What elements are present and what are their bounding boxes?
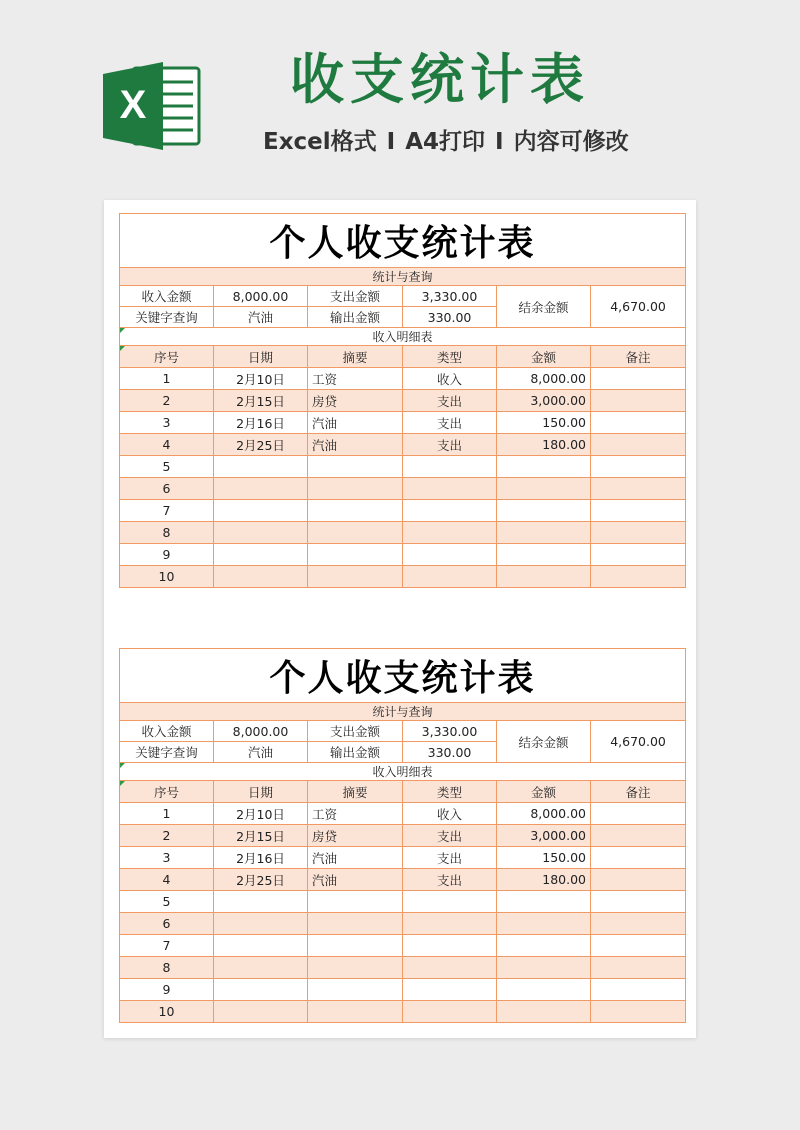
- row-no[interactable]: 4: [120, 434, 214, 456]
- detail-section-header[interactable]: [120, 763, 686, 781]
- row-type[interactable]: 收入: [403, 803, 497, 825]
- row-date[interactable]: [214, 891, 308, 913]
- excel-logo-icon: [103, 60, 203, 152]
- row-summary[interactable]: 工资: [308, 803, 403, 825]
- banner: [0, 0, 800, 190]
- table-row: [120, 825, 686, 847]
- row-no[interactable]: 1: [120, 803, 214, 825]
- table-row: [120, 957, 686, 979]
- row-amount[interactable]: [497, 1001, 591, 1023]
- sheet-title[interactable]: 个人收支统计表: [120, 214, 686, 268]
- row-type[interactable]: [403, 935, 497, 957]
- subtitle-editable: 内容可修改: [513, 129, 629, 155]
- row-summary[interactable]: [308, 891, 403, 913]
- row-no[interactable]: 2: [120, 825, 214, 847]
- expense-label[interactable]: 支出金额: [308, 286, 403, 307]
- row-amount[interactable]: [497, 979, 591, 1001]
- row-amount[interactable]: [497, 456, 591, 478]
- balance-value[interactable]: 4,670.00: [591, 286, 686, 328]
- row-note[interactable]: [591, 935, 686, 957]
- row-no[interactable]: 6: [120, 478, 214, 500]
- col-header-no[interactable]: 序号: [120, 781, 214, 803]
- row-date[interactable]: [214, 500, 308, 522]
- row-no[interactable]: 10: [120, 566, 214, 588]
- row-note[interactable]: [591, 478, 686, 500]
- table-row: [120, 869, 686, 891]
- col-header-amount[interactable]: 金额: [497, 346, 591, 368]
- keyword-label[interactable]: 关键字查询: [120, 742, 214, 763]
- row-type[interactable]: [403, 891, 497, 913]
- row-type[interactable]: [403, 500, 497, 522]
- row-type[interactable]: [403, 522, 497, 544]
- row-note[interactable]: [591, 869, 686, 891]
- col-header-date[interactable]: 日期: [214, 781, 308, 803]
- stats-section-header[interactable]: 统计与查询: [120, 703, 686, 721]
- output-label[interactable]: 输出金额: [308, 307, 403, 328]
- banner-title: 收支统计表: [290, 48, 590, 111]
- table-row: [120, 1001, 686, 1023]
- subtitle-print: A4打印: [405, 129, 486, 155]
- row-date[interactable]: [214, 957, 308, 979]
- logo-letter: X: [119, 83, 147, 127]
- detail-section-label: 收入明细表: [372, 330, 433, 344]
- subtitle-separator: I: [495, 129, 504, 155]
- subtitle-separator: I: [386, 129, 396, 155]
- row-type[interactable]: [403, 456, 497, 478]
- balance-label[interactable]: 结余金额: [497, 721, 591, 763]
- row-summary[interactable]: [308, 913, 403, 935]
- subtitle-format: Excel格式: [263, 129, 377, 155]
- row-no[interactable]: 3: [120, 412, 214, 434]
- stats-section-header[interactable]: 统计与查询: [120, 268, 686, 286]
- col-header-type[interactable]: 类型: [403, 781, 497, 803]
- col-header-amount[interactable]: 金额: [497, 781, 591, 803]
- row-amount[interactable]: 3,000.00: [497, 825, 591, 847]
- col-header-date[interactable]: 日期: [214, 346, 308, 368]
- row-summary[interactable]: 房贷: [308, 390, 403, 412]
- income-value[interactable]: 8,000.00: [214, 721, 308, 742]
- row-type[interactable]: 支出: [403, 869, 497, 891]
- keyword-label[interactable]: 关键字查询: [120, 307, 214, 328]
- finance-table: [119, 213, 686, 588]
- table-row: [120, 913, 686, 935]
- table-row: [120, 478, 686, 500]
- detail-section-label: 收入明细表: [372, 765, 433, 779]
- row-no[interactable]: 10: [120, 1001, 214, 1023]
- row-no[interactable]: 8: [120, 957, 214, 979]
- row-no[interactable]: 4: [120, 869, 214, 891]
- row-amount[interactable]: 8,000.00: [497, 803, 591, 825]
- row-amount[interactable]: [497, 913, 591, 935]
- row-amount[interactable]: [497, 891, 591, 913]
- row-note[interactable]: [591, 434, 686, 456]
- row-note[interactable]: [591, 803, 686, 825]
- income-label[interactable]: 收入金额: [120, 721, 214, 742]
- row-summary[interactable]: 房贷: [308, 825, 403, 847]
- income-label[interactable]: 收入金额: [120, 286, 214, 307]
- row-note[interactable]: [591, 456, 686, 478]
- row-summary[interactable]: 汽油: [308, 434, 403, 456]
- row-summary[interactable]: [308, 1001, 403, 1023]
- table-row: [120, 412, 686, 434]
- cell-comment-marker-icon: [120, 781, 125, 786]
- row-type[interactable]: 支出: [403, 825, 497, 847]
- row-summary[interactable]: 工资: [308, 368, 403, 390]
- row-note[interactable]: [591, 847, 686, 869]
- row-summary[interactable]: 汽油: [308, 412, 403, 434]
- row-date[interactable]: [214, 478, 308, 500]
- row-no[interactable]: 7: [120, 500, 214, 522]
- sheet-1: [119, 213, 686, 588]
- table-row: [120, 847, 686, 869]
- row-summary[interactable]: [308, 566, 403, 588]
- table-row: [120, 434, 686, 456]
- table-row: [120, 500, 686, 522]
- row-summary[interactable]: [308, 500, 403, 522]
- sheet-2: [119, 648, 686, 1023]
- row-type[interactable]: [403, 1001, 497, 1023]
- row-type[interactable]: 支出: [403, 434, 497, 456]
- row-note[interactable]: [591, 368, 686, 390]
- row-summary[interactable]: [308, 935, 403, 957]
- row-type[interactable]: [403, 979, 497, 1001]
- row-note[interactable]: [591, 957, 686, 979]
- row-amount[interactable]: [497, 478, 591, 500]
- balance-label[interactable]: 结余金额: [497, 286, 591, 328]
- col-header-summary[interactable]: 摘要: [308, 346, 403, 368]
- row-type[interactable]: 支出: [403, 847, 497, 869]
- row-date[interactable]: [214, 1001, 308, 1023]
- table-row: [120, 566, 686, 588]
- output-value[interactable]: 330.00: [403, 307, 497, 328]
- row-date[interactable]: [214, 979, 308, 1001]
- row-note[interactable]: [591, 825, 686, 847]
- table-row: [120, 979, 686, 1001]
- row-no[interactable]: 7: [120, 935, 214, 957]
- row-date[interactable]: 2月25日: [214, 869, 308, 891]
- row-no[interactable]: 2: [120, 390, 214, 412]
- row-summary[interactable]: 汽油: [308, 847, 403, 869]
- row-amount[interactable]: 180.00: [497, 434, 591, 456]
- balance-value[interactable]: 4,670.00: [591, 721, 686, 763]
- row-amount[interactable]: [497, 566, 591, 588]
- row-amount[interactable]: 180.00: [497, 869, 591, 891]
- row-date[interactable]: [214, 544, 308, 566]
- keyword-input[interactable]: 汽油: [214, 742, 308, 763]
- cell-comment-marker-icon: [120, 328, 125, 333]
- col-header-no[interactable]: 序号: [120, 346, 214, 368]
- row-type[interactable]: [403, 544, 497, 566]
- banner-subtitle: [263, 126, 723, 158]
- col-header-note[interactable]: 备注: [591, 781, 686, 803]
- sheet-title[interactable]: 个人收支统计表: [120, 649, 686, 703]
- row-note[interactable]: [591, 544, 686, 566]
- row-type[interactable]: [403, 913, 497, 935]
- cell-comment-marker-icon: [120, 346, 125, 351]
- row-amount[interactable]: [497, 544, 591, 566]
- row-amount[interactable]: [497, 935, 591, 957]
- income-value[interactable]: 8,000.00: [214, 286, 308, 307]
- row-amount[interactable]: 150.00: [497, 847, 591, 869]
- row-date[interactable]: [214, 456, 308, 478]
- row-date[interactable]: [214, 522, 308, 544]
- row-date[interactable]: 2月25日: [214, 434, 308, 456]
- row-no[interactable]: 6: [120, 913, 214, 935]
- row-note[interactable]: [591, 979, 686, 1001]
- row-note[interactable]: [591, 1001, 686, 1023]
- row-no[interactable]: 9: [120, 544, 214, 566]
- row-amount[interactable]: [497, 500, 591, 522]
- expense-value[interactable]: 3,330.00: [403, 286, 497, 307]
- row-date[interactable]: [214, 566, 308, 588]
- table-row: [120, 522, 686, 544]
- row-no[interactable]: 8: [120, 522, 214, 544]
- finance-table: [119, 648, 686, 1023]
- table-row: [120, 368, 686, 390]
- row-amount[interactable]: [497, 522, 591, 544]
- keyword-input[interactable]: 汽油: [214, 307, 308, 328]
- row-type[interactable]: 收入: [403, 368, 497, 390]
- row-type[interactable]: 支出: [403, 412, 497, 434]
- row-date[interactable]: 2月16日: [214, 847, 308, 869]
- row-summary[interactable]: [308, 478, 403, 500]
- row-type[interactable]: [403, 957, 497, 979]
- row-amount[interactable]: [497, 957, 591, 979]
- row-amount[interactable]: 150.00: [497, 412, 591, 434]
- row-date[interactable]: [214, 935, 308, 957]
- detail-section-header[interactable]: [120, 328, 686, 346]
- table-row: [120, 544, 686, 566]
- output-value[interactable]: 330.00: [403, 742, 497, 763]
- table-row: [120, 390, 686, 412]
- row-summary[interactable]: [308, 522, 403, 544]
- row-no[interactable]: 5: [120, 456, 214, 478]
- col-header-note[interactable]: 备注: [591, 346, 686, 368]
- row-note[interactable]: [591, 566, 686, 588]
- table-row: [120, 456, 686, 478]
- row-amount[interactable]: 8,000.00: [497, 368, 591, 390]
- row-amount[interactable]: 3,000.00: [497, 390, 591, 412]
- table-row: [120, 891, 686, 913]
- row-date[interactable]: 2月16日: [214, 412, 308, 434]
- row-note[interactable]: [591, 522, 686, 544]
- row-no[interactable]: 3: [120, 847, 214, 869]
- cell-comment-marker-icon: [120, 763, 125, 768]
- col-header-summary[interactable]: 摘要: [308, 781, 403, 803]
- row-note[interactable]: [591, 891, 686, 913]
- column-header-row: [120, 346, 686, 368]
- row-no[interactable]: 5: [120, 891, 214, 913]
- document-page: [104, 200, 696, 1038]
- row-date[interactable]: 2月10日: [214, 803, 308, 825]
- col-header-type[interactable]: 类型: [403, 346, 497, 368]
- row-type[interactable]: 支出: [403, 390, 497, 412]
- output-label[interactable]: 输出金额: [308, 742, 403, 763]
- row-date[interactable]: [214, 913, 308, 935]
- table-row: [120, 935, 686, 957]
- row-date[interactable]: 2月10日: [214, 368, 308, 390]
- row-note[interactable]: [591, 500, 686, 522]
- expense-label[interactable]: 支出金额: [308, 721, 403, 742]
- row-summary[interactable]: 汽油: [308, 869, 403, 891]
- row-type[interactable]: [403, 566, 497, 588]
- row-date[interactable]: 2月15日: [214, 390, 308, 412]
- row-no[interactable]: 9: [120, 979, 214, 1001]
- row-no[interactable]: 1: [120, 368, 214, 390]
- row-summary[interactable]: [308, 544, 403, 566]
- row-note[interactable]: [591, 913, 686, 935]
- expense-value[interactable]: 3,330.00: [403, 721, 497, 742]
- column-header-row: [120, 781, 686, 803]
- row-summary[interactable]: [308, 979, 403, 1001]
- row-summary[interactable]: [308, 957, 403, 979]
- row-type[interactable]: [403, 478, 497, 500]
- row-summary[interactable]: [308, 456, 403, 478]
- table-row: [120, 803, 686, 825]
- row-date[interactable]: 2月15日: [214, 825, 308, 847]
- row-note[interactable]: [591, 390, 686, 412]
- row-note[interactable]: [591, 412, 686, 434]
